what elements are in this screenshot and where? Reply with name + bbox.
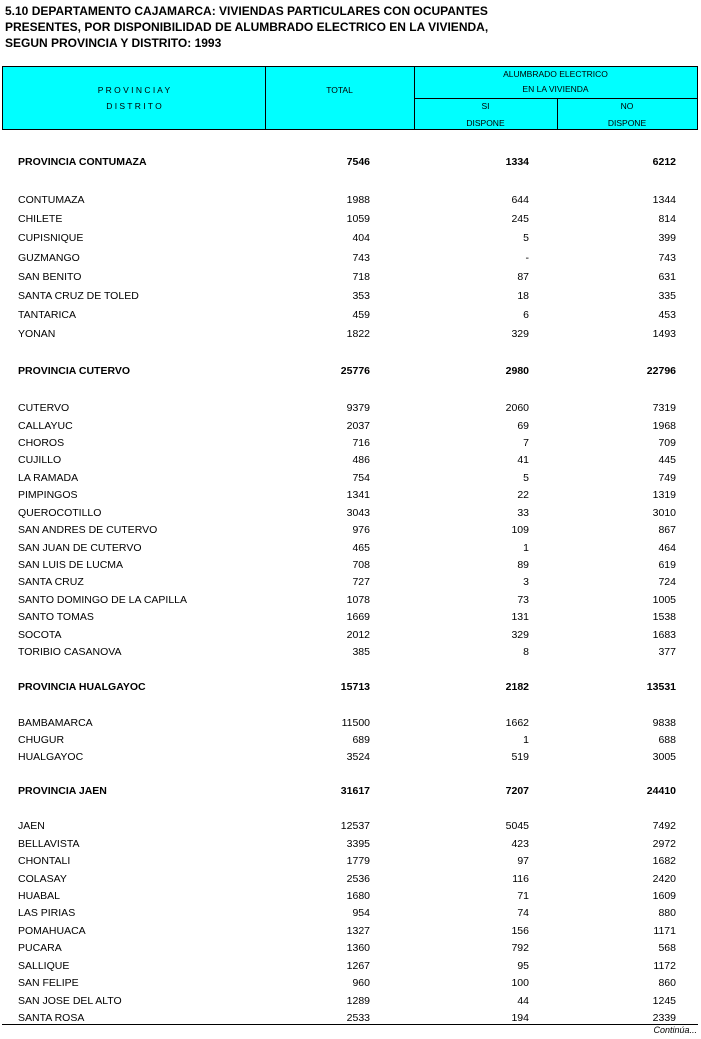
row-name: SOCOTA: [18, 629, 62, 641]
row-total: 754: [352, 472, 370, 484]
row-si-dispone: -: [525, 252, 529, 264]
row-si-dispone: 5: [523, 232, 529, 244]
row-total: 1078: [346, 594, 370, 606]
row-total: 1779: [346, 855, 370, 867]
row-no-dispone: 1538: [652, 611, 676, 623]
table-row: [0, 959, 701, 973]
table-row: [0, 270, 701, 284]
row-no-dispone: 860: [658, 977, 676, 989]
row-name: SAN BENITO: [18, 271, 82, 283]
row-name: YONAN: [18, 328, 56, 340]
row-si-dispone: 519: [511, 751, 529, 763]
table-row: [0, 716, 701, 730]
row-si-dispone: 89: [517, 559, 529, 571]
row-si-dispone: 71: [517, 890, 529, 902]
row-total: 7546: [346, 156, 370, 168]
table-row: [0, 889, 701, 903]
header-no-dispone: DISPONE: [607, 118, 647, 128]
row-si-dispone: 2182: [505, 681, 529, 693]
row-no-dispone: 1682: [652, 855, 676, 867]
row-total: 1059: [346, 213, 370, 225]
row-name: CALLAYUC: [18, 420, 73, 432]
row-si-dispone: 156: [511, 925, 529, 937]
row-total: 976: [352, 524, 370, 536]
row-no-dispone: 1319: [652, 489, 676, 501]
row-no-dispone: 3010: [652, 507, 676, 519]
row-total: 459: [352, 309, 370, 321]
row-no-dispone: 1968: [652, 420, 676, 432]
table-row: [0, 453, 701, 467]
row-name: SANTA ROSA: [18, 1012, 85, 1024]
row-no-dispone: 1172: [653, 960, 676, 972]
header-alumbrado: ALUMBRADO ELECTRICO: [503, 69, 608, 79]
row-total: 2533: [346, 1012, 370, 1024]
row-total: 465: [352, 542, 370, 554]
table-row: [0, 941, 701, 955]
table-row: [0, 750, 701, 764]
row-si-dispone: 644: [511, 194, 529, 206]
table-row: [0, 924, 701, 938]
row-name: CHUGUR: [18, 734, 65, 746]
row-si-dispone: 792: [511, 942, 529, 954]
row-no-dispone: 377: [658, 646, 676, 658]
row-name: CUTERVO: [18, 402, 70, 414]
header-divider: [265, 67, 266, 129]
header-no: NO: [620, 101, 634, 111]
row-si-dispone: 44: [517, 995, 529, 1007]
row-name: PROVINCIA HUALGAYOC: [18, 681, 146, 693]
row-total: 1289: [346, 995, 370, 1007]
row-si-dispone: 2060: [505, 402, 529, 414]
row-name: PUCARA: [18, 942, 62, 954]
row-no-dispone: 3005: [652, 751, 676, 763]
row-no-dispone: 7492: [652, 820, 676, 832]
table-row: [0, 733, 701, 747]
row-no-dispone: 1171: [653, 925, 676, 937]
row-si-dispone: 100: [511, 977, 529, 989]
row-total: 404: [352, 232, 370, 244]
table-row: [0, 575, 701, 589]
table-row: [0, 419, 701, 433]
table-row: [0, 1011, 701, 1025]
row-si-dispone: 194: [511, 1012, 529, 1024]
row-name: SAN JOSE DEL ALTO: [18, 995, 122, 1007]
row-no-dispone: 1609: [652, 890, 676, 902]
table-row: [0, 488, 701, 502]
row-total: 15713: [340, 681, 370, 693]
row-name: LAS PIRIAS: [18, 907, 76, 919]
table-row: [0, 506, 701, 520]
table-row: [0, 819, 701, 833]
row-name: GUZMANGO: [18, 252, 80, 264]
row-si-dispone: 116: [512, 873, 529, 885]
row-si-dispone: 3: [523, 576, 529, 588]
row-total: 960: [352, 977, 370, 989]
table-row: [0, 289, 701, 303]
header-si: SI: [481, 101, 490, 111]
table-row: [0, 906, 701, 920]
table-row: [0, 994, 701, 1008]
row-si-dispone: 18: [517, 290, 529, 302]
row-no-dispone: 9838: [652, 717, 676, 729]
row-no-dispone: 2420: [652, 873, 676, 885]
row-no-dispone: 1245: [652, 995, 676, 1007]
row-total: 385: [352, 646, 370, 658]
title-line-1: 5.10 DEPARTAMENTO CAJAMARCA: VIVIENDAS PARTICULARES CON OCUPANTES: [5, 4, 488, 18]
row-total: 1680: [346, 890, 370, 902]
row-name: LA RAMADA: [18, 472, 79, 484]
row-si-dispone: 95: [517, 960, 529, 972]
header-total: TOTAL: [326, 85, 353, 95]
row-total: 31617: [340, 785, 370, 797]
row-total: 2536: [346, 873, 370, 885]
row-si-dispone: 41: [517, 454, 529, 466]
row-si-dispone: 1334: [505, 156, 529, 168]
row-si-dispone: 33: [517, 507, 529, 519]
table-row: [0, 628, 701, 642]
row-total: 9379: [346, 402, 370, 414]
table-row: [0, 593, 701, 607]
row-name: PROVINCIA CUTERVO: [18, 365, 131, 377]
row-name: TANTARICA: [18, 309, 76, 321]
row-no-dispone: 464: [658, 542, 676, 554]
row-total: 3043: [346, 507, 370, 519]
row-si-dispone: 7: [523, 437, 529, 449]
province-row: [0, 155, 701, 169]
row-name: SAN FELIPE: [18, 977, 79, 989]
row-no-dispone: 399: [658, 232, 676, 244]
row-si-dispone: 22: [517, 489, 529, 501]
table-row: [0, 854, 701, 868]
row-total: 1267: [346, 960, 370, 972]
row-total: 3524: [346, 751, 370, 763]
row-no-dispone: 7319: [652, 402, 676, 414]
row-no-dispone: 743: [658, 252, 676, 264]
row-total: 716: [352, 437, 370, 449]
row-no-dispone: 22796: [646, 365, 676, 377]
row-no-dispone: 631: [658, 271, 676, 283]
row-no-dispone: 1493: [652, 328, 676, 340]
table-row: [0, 212, 701, 226]
row-si-dispone: 1662: [505, 717, 529, 729]
header-divider: [414, 98, 697, 99]
row-name: SAN JUAN DE CUTERVO: [18, 542, 142, 554]
row-name: SANTA CRUZ DE TOLED: [18, 290, 139, 302]
row-no-dispone: 1005: [652, 594, 676, 606]
row-name: CHILETE: [18, 213, 63, 225]
row-name: COLASAY: [18, 873, 67, 885]
row-total: 2012: [346, 629, 370, 641]
row-name: SALLIQUE: [18, 960, 70, 972]
row-si-dispone: 5: [523, 472, 529, 484]
row-si-dispone: 329: [511, 629, 529, 641]
table-row: [0, 193, 701, 207]
header-distrito: D I S T R I T O: [106, 101, 162, 111]
row-no-dispone: 709: [658, 437, 676, 449]
table-row: [0, 541, 701, 555]
row-total: 718: [352, 271, 370, 283]
table-row: [0, 471, 701, 485]
table-row: [0, 610, 701, 624]
row-no-dispone: 445: [658, 454, 676, 466]
table-header: [2, 66, 698, 130]
province-row: [0, 784, 701, 798]
table-row: [0, 645, 701, 659]
row-name: HUABAL: [18, 890, 61, 902]
table-row: [0, 872, 701, 886]
row-si-dispone: 69: [517, 420, 529, 432]
row-si-dispone: 8: [523, 646, 529, 658]
title-line-3: SEGUN PROVINCIA Y DISTRITO: 1993: [5, 36, 222, 50]
row-si-dispone: 73: [517, 594, 529, 606]
row-no-dispone: 335: [658, 290, 676, 302]
table-row: [0, 837, 701, 851]
row-total: 1360: [346, 942, 370, 954]
row-total: 689: [352, 734, 370, 746]
row-name: PROVINCIA JAEN: [18, 785, 107, 797]
row-no-dispone: 13531: [646, 681, 676, 693]
row-no-dispone: 814: [658, 213, 676, 225]
row-total: 25776: [340, 365, 370, 377]
row-no-dispone: 880: [658, 907, 676, 919]
footer-rule: [2, 1024, 698, 1025]
table-row: [0, 401, 701, 415]
table-row: [0, 308, 701, 322]
row-name: CUPISNIQUE: [18, 232, 84, 244]
row-no-dispone: 619: [658, 559, 676, 571]
row-si-dispone: 5045: [505, 820, 529, 832]
row-si-dispone: 97: [517, 855, 529, 867]
row-total: 1822: [346, 328, 370, 340]
row-total: 727: [352, 576, 370, 588]
row-name: SANTO DOMINGO DE LA CAPILLA: [18, 594, 188, 606]
row-si-dispone: 74: [517, 907, 529, 919]
table-row: [0, 558, 701, 572]
header-provincia: P R O V I N C I A Y: [97, 85, 171, 95]
row-total: 486: [352, 454, 370, 466]
row-si-dispone: 7207: [505, 785, 529, 797]
row-name: HUALGAYOC: [18, 751, 84, 763]
row-no-dispone: 1683: [652, 629, 676, 641]
row-name: SAN LUIS DE LUCMA: [18, 559, 124, 571]
row-no-dispone: 867: [658, 524, 676, 536]
row-no-dispone: 688: [658, 734, 676, 746]
row-total: 3395: [346, 838, 370, 850]
row-total: 11500: [341, 717, 370, 729]
row-no-dispone: 568: [658, 942, 676, 954]
row-total: 12537: [340, 820, 370, 832]
row-name: CONTUMAZA: [18, 194, 85, 206]
row-name: PIMPINGOS: [18, 489, 78, 501]
province-row: [0, 364, 701, 378]
table-row: [0, 327, 701, 341]
row-total: 954: [352, 907, 370, 919]
row-si-dispone: 2980: [505, 365, 529, 377]
row-si-dispone: 131: [511, 611, 529, 623]
row-si-dispone: 1: [523, 734, 529, 746]
row-no-dispone: 2972: [652, 838, 676, 850]
row-no-dispone: 749: [658, 472, 676, 484]
row-total: 2037: [346, 420, 370, 432]
row-name: POMAHUACA: [18, 925, 86, 937]
title-line-2: PRESENTES, POR DISPONIBILIDAD DE ALUMBRADO ELECTRICO EN LA VIVIENDA,: [5, 20, 489, 34]
table-row: [0, 976, 701, 990]
row-total: 1341: [346, 489, 370, 501]
row-no-dispone: 6212: [652, 156, 676, 168]
row-name: BELLAVISTA: [18, 838, 80, 850]
row-si-dispone: 329: [511, 328, 529, 340]
table-row: [0, 523, 701, 537]
row-name: QUEROCOTILLO: [18, 507, 102, 519]
province-row: [0, 680, 701, 694]
row-total: 1988: [346, 194, 370, 206]
row-si-dispone: 1: [523, 542, 529, 554]
row-no-dispone: 724: [658, 576, 676, 588]
row-name: SAN ANDRES DE CUTERVO: [18, 524, 158, 536]
row-no-dispone: 24410: [646, 785, 676, 797]
row-name: PROVINCIA CONTUMAZA: [18, 156, 147, 168]
row-no-dispone: 2339: [652, 1012, 676, 1024]
continua-note: Continúa...: [653, 1025, 697, 1035]
header-en-la-vivienda: EN LA VIVIENDA: [522, 84, 589, 94]
table-row: [0, 436, 701, 450]
row-total: 708: [352, 559, 370, 571]
header-si-dispone: DISPONE: [466, 118, 505, 128]
row-total: 743: [352, 252, 370, 264]
row-si-dispone: 6: [523, 309, 529, 321]
row-si-dispone: 423: [511, 838, 529, 850]
document-title: [5, 3, 488, 51]
row-name: CHOROS: [18, 437, 65, 449]
table-row: [0, 251, 701, 265]
row-total: 353: [352, 290, 370, 302]
row-si-dispone: 109: [511, 524, 529, 536]
row-no-dispone: 453: [658, 309, 676, 321]
row-name: SANTA CRUZ: [18, 576, 84, 588]
row-no-dispone: 1344: [652, 194, 676, 206]
row-name: BAMBAMARCA: [18, 717, 93, 729]
row-total: 1669: [346, 611, 370, 623]
row-name: SANTO TOMAS: [18, 611, 94, 623]
row-name: CUJILLO: [18, 454, 62, 466]
row-si-dispone: 87: [517, 271, 529, 283]
row-name: JAEN: [18, 820, 45, 832]
table-row: [0, 231, 701, 245]
row-total: 1327: [346, 925, 370, 937]
row-name: CHONTALI: [18, 855, 71, 867]
row-name: TORIBIO CASANOVA: [18, 646, 122, 658]
row-si-dispone: 245: [511, 213, 529, 225]
